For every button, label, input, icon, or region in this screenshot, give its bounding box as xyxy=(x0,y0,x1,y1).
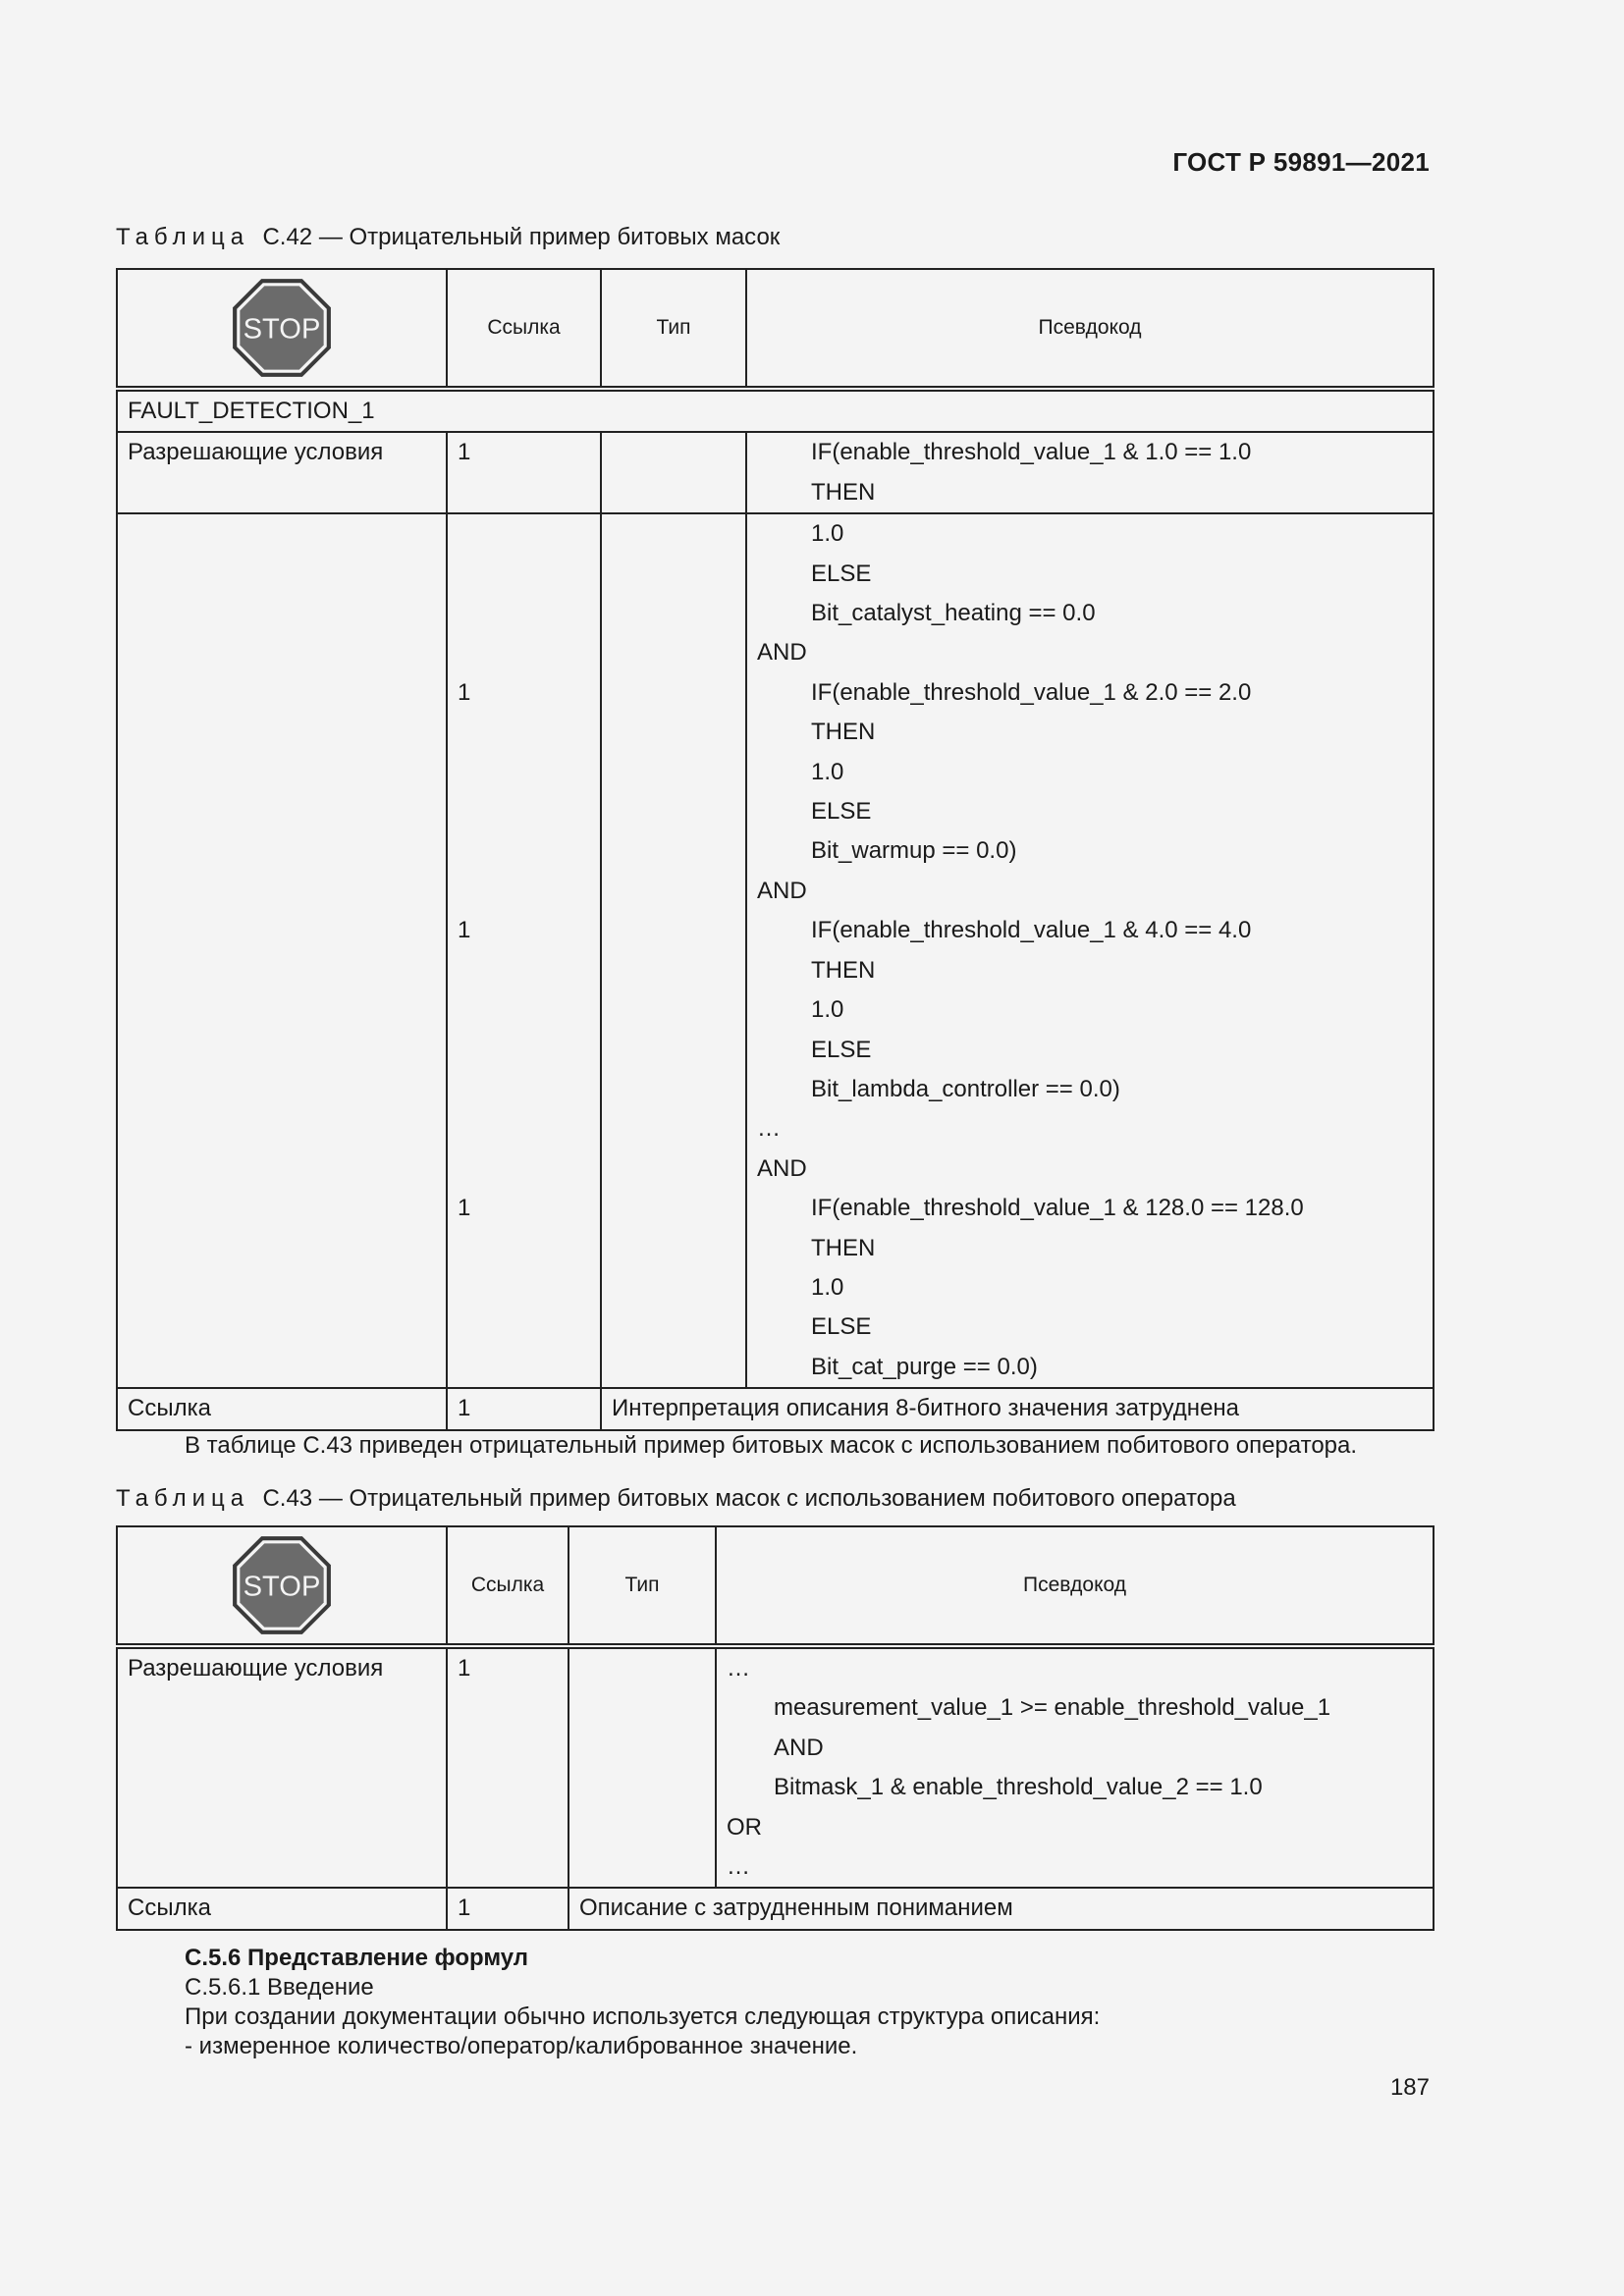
code-line: IF(enable_threshold_value_1 & 128.0 == 128.0 xyxy=(811,1195,1304,1222)
table2-col-type: Тип xyxy=(568,1526,716,1646)
table2-header-row xyxy=(117,1526,1434,1646)
table2-col-pseudocode: Псевдокод xyxy=(716,1526,1434,1646)
code-line: … xyxy=(727,1655,750,1682)
table1-row2-code xyxy=(746,513,1434,1388)
code-line: OR xyxy=(727,1813,762,1841)
ref-line xyxy=(458,1031,590,1070)
table1-section-label: FAULT_DETECTION_1 xyxy=(117,389,1434,432)
table2-stop-cell xyxy=(117,1526,447,1646)
table1-col-pseudocode: Псевдокод xyxy=(746,269,1434,389)
table1-row1-label: Разрешающие условия xyxy=(117,432,447,513)
section-heading: С.5.6 Представление формул xyxy=(185,1945,529,1971)
table1-caption-prefix: Таблица xyxy=(116,224,250,250)
code-line: … xyxy=(727,1853,750,1881)
between-paragraph: В таблице С.43 приведен отрицательный пример битовых масок с использованием побитового оператора. xyxy=(185,1432,1358,1459)
table2-row-conditions xyxy=(117,1646,1434,1888)
table1-section-row xyxy=(117,389,1434,432)
table1-caption-text: С.42 — Отрицательный пример битовых масок xyxy=(262,224,781,250)
code-line: Bitmask_1 & enable_threshold_value_2 == 1.0 xyxy=(774,1774,1263,1801)
table1-footer-text: Интерпретация описания 8-битного значения затруднена xyxy=(601,1388,1434,1429)
ref-line xyxy=(458,594,590,633)
code-line: THEN xyxy=(811,956,876,984)
table2-row1-type xyxy=(568,1646,716,1888)
code-line: Bit_lambda_controller == 0.0) xyxy=(811,1075,1120,1102)
table2-footer-label: Ссылка xyxy=(117,1888,447,1929)
ref-line xyxy=(458,1229,590,1268)
ref-line xyxy=(458,555,590,594)
stop-sign-icon xyxy=(231,1534,333,1636)
code-line: measurement_value_1 >= enable_threshold_value_1 xyxy=(774,1694,1331,1722)
code-line: IF(enable_threshold_value_1 & 1.0 == 1.0 xyxy=(811,439,1252,466)
table2 xyxy=(116,1525,1435,1931)
code-line: ELSE xyxy=(811,798,872,826)
table1-col-type: Тип xyxy=(601,269,746,389)
code-line: AND xyxy=(757,1154,807,1182)
ref-line xyxy=(458,514,590,554)
table2-footer-ref: 1 xyxy=(447,1888,568,1929)
ref-line xyxy=(458,1109,590,1148)
ref-line xyxy=(458,1268,590,1308)
stop-sign-icon xyxy=(231,277,333,379)
code-line: 1.0 xyxy=(811,996,844,1024)
ref-line xyxy=(458,1348,590,1387)
table2-caption-prefix: Таблица xyxy=(116,1485,250,1512)
section-line-2: - измеренное количество/оператор/калиброванное значение. xyxy=(185,2033,858,2059)
ref-line: 1 xyxy=(458,678,471,706)
code-line: IF(enable_threshold_value_1 & 4.0 == 4.0 xyxy=(811,917,1252,944)
code-line: AND xyxy=(757,639,807,667)
code-line: … xyxy=(757,1115,781,1143)
ref-line xyxy=(458,1070,590,1109)
table1-header-row xyxy=(117,269,1434,389)
table1-col-ref: Ссылка xyxy=(447,269,601,389)
table1-caption xyxy=(116,224,780,251)
table1-row-conditions xyxy=(117,432,1434,513)
table1-row1-type xyxy=(601,432,746,513)
ref-line xyxy=(458,713,590,752)
section-subheading: С.5.6.1 Введение xyxy=(185,1974,374,2001)
table2-col-ref: Ссылка xyxy=(447,1526,568,1646)
code-line: AND xyxy=(774,1734,824,1761)
stop-sign-text: STOP xyxy=(243,313,321,346)
page-number: 187 xyxy=(1389,2074,1430,2101)
table1-row2-label xyxy=(117,513,447,1388)
table1-stop-cell xyxy=(117,269,447,389)
table1-row1-ref: 1 xyxy=(447,432,601,513)
code-line: ELSE xyxy=(811,1313,872,1341)
table2-row1-label: Разрешающие условия xyxy=(117,1646,447,1888)
code-line: THEN xyxy=(811,478,876,506)
ref-line xyxy=(458,1308,590,1347)
table1-footer-ref: 1 xyxy=(447,1388,601,1429)
table1-footer-row xyxy=(117,1388,1434,1429)
code-line: THEN xyxy=(811,1234,876,1261)
code-line: 1.0 xyxy=(811,758,844,785)
table1 xyxy=(116,268,1435,1431)
table2-row1-code xyxy=(716,1646,1434,1888)
ref-line: 1 xyxy=(458,1195,471,1222)
table1-row2-refs xyxy=(447,513,601,1388)
code-line: ELSE xyxy=(811,560,872,587)
table2-row1-ref: 1 xyxy=(447,1646,568,1888)
table1-row-continued xyxy=(117,513,1434,1388)
ref-line xyxy=(458,1149,590,1189)
table2-footer-row xyxy=(117,1888,1434,1929)
ref-line xyxy=(458,872,590,911)
code-line: ELSE xyxy=(811,1036,872,1063)
table2-caption-text: С.43 — Отрицательный пример битовых масок с использованием побитового оператора xyxy=(262,1485,1236,1512)
ref-line: 1 xyxy=(458,917,471,944)
document-number: ГОСТ Р 59891—2021 xyxy=(1172,147,1430,177)
ref-line xyxy=(458,951,590,990)
code-line: Bit_cat_purge == 0.0) xyxy=(811,1353,1038,1380)
stop-sign-text: STOP xyxy=(243,1571,321,1603)
table1-footer-label: Ссылка xyxy=(117,1388,447,1429)
table1-row1-code xyxy=(746,432,1434,513)
code-line: IF(enable_threshold_value_1 & 2.0 == 2.0 xyxy=(811,678,1252,706)
ref-line xyxy=(458,792,590,831)
ref-line xyxy=(458,831,590,871)
table2-footer-text: Описание с затрудненным пониманием xyxy=(568,1888,1434,1929)
code-line: AND xyxy=(757,877,807,904)
code-line: Bit_catalyst_heating == 0.0 xyxy=(811,600,1096,627)
ref-line xyxy=(458,990,590,1030)
code-line: 1.0 xyxy=(811,1273,844,1301)
ref-line xyxy=(458,633,590,672)
code-line: 1.0 xyxy=(811,520,844,548)
code-line: THEN xyxy=(811,719,876,746)
section-line-1: При создании документации обычно используется следующая структура описания: xyxy=(185,2003,1101,2030)
ref-line xyxy=(458,753,590,792)
code-line: Bit_warmup == 0.0) xyxy=(811,837,1017,865)
table2-caption xyxy=(116,1485,1236,1513)
table1-row2-type xyxy=(601,513,746,1388)
